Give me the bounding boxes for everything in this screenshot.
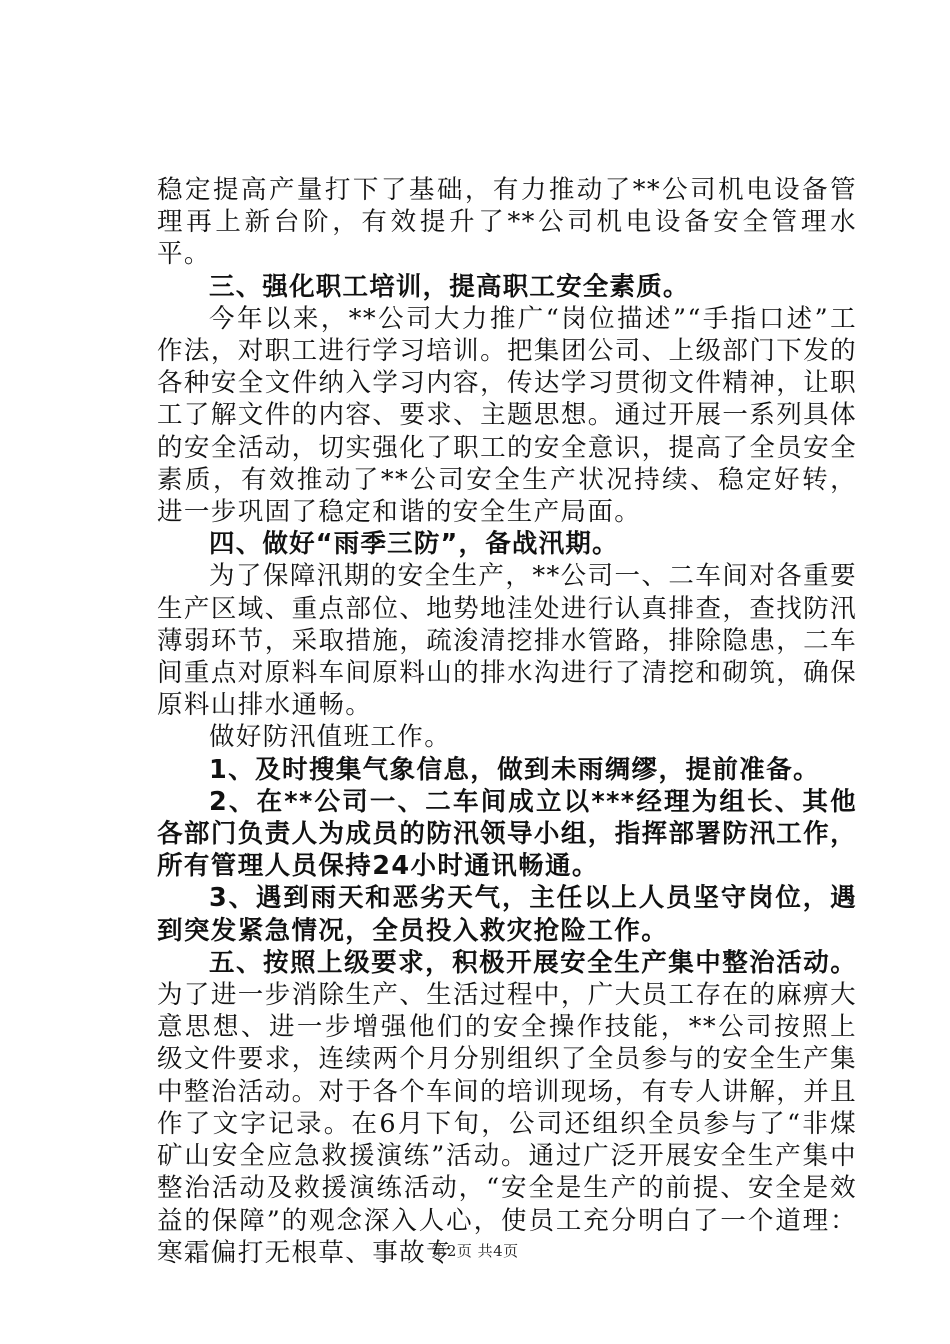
list-item-2: 2、在**公司一、二车间成立以***经理为组长、其他各部门负责人为成员的防汛领导小组，指挥部署防汛工作，所有管理人员保持24小时通讯畅通。 xyxy=(157,786,857,882)
paragraph-duty-intro: 做好防汛值班工作。 xyxy=(209,722,452,753)
paragraph-rectification xyxy=(157,947,857,1269)
paragraph-continuation: 稳定提高产量打下了基础，有力推动了**公司机电设备管理再上新台阶，有效提升了**公司机电设备安全管理水平。 xyxy=(157,175,857,270)
section-heading-3: 三、强化职工培训，提高职工安全素质。 xyxy=(209,271,690,302)
section-heading-4: 四、做好“雨季三防”，备战汛期。 xyxy=(209,529,619,560)
list-item-3: 3、遇到雨天和恶劣天气，主任以上人员坚守岗位，遇到突发紧急情况，全员投入救灾抢险工作。 xyxy=(157,883,857,946)
paragraph-flood-prevention: 为了保障汛期的安全生产，**公司一、二车间对各重要生产区域、重点部位、地势地洼处进行认真排查，查找防汛薄弱环节，采取措施，疏浚清挖排水管路，排除隐患，二车间重点对原料车间原料山的排水沟进行了清挖和砌筑，确保原料山排水通畅。 xyxy=(157,561,857,721)
page-number-footer: 第2页 共4页 xyxy=(431,1242,519,1260)
list-item-1: 1、及时搜集气象信息，做到未雨绸缪，提前准备。 xyxy=(209,754,820,785)
paragraph-training: 今年以来，**公司大力推广“岗位描述”“手指口述”工作法，对职工进行学习培训。把集团公司、上级部门下发的各种安全文件纳入学习内容，传达学习贯彻文件精神，让职工了解文件的内容、要求、主题思想。通过开展一系列具体的安全活动，切实强化了职工的安全意识，提高了全员安全素质，有效推动了**公司安全生产状况持续、稳定好转，进一步巩固了稳定和谐的安全生产局面。 xyxy=(157,303,857,528)
paragraph-rectification-body: 为了进一步消除生产、生活过程中，广大员工存在的麻痹大意思想、进一步增强他们的安全操作技能，**公司按照上级文件要求，连续两个月分别组织了全员参与的安全生产集中整治活动。对于各个车间的培训现场，有专人讲解，并且作了文字记录。在6月下旬，公司还组织全员参与了“非煤矿山安全应急救援演练”活动。通过广泛开展安全生产集中整治活动及救援演练活动，“安全是生产的前提、安全是效益的保障”的观念深入人心，使员工充分明白了一个道理：寒霜偏打无根草、事故专 xyxy=(157,980,857,1268)
document-body xyxy=(157,174,857,1269)
section-heading-5: 五、按照上级要求，积极开展安全生产集中整治活动。 xyxy=(209,947,857,978)
